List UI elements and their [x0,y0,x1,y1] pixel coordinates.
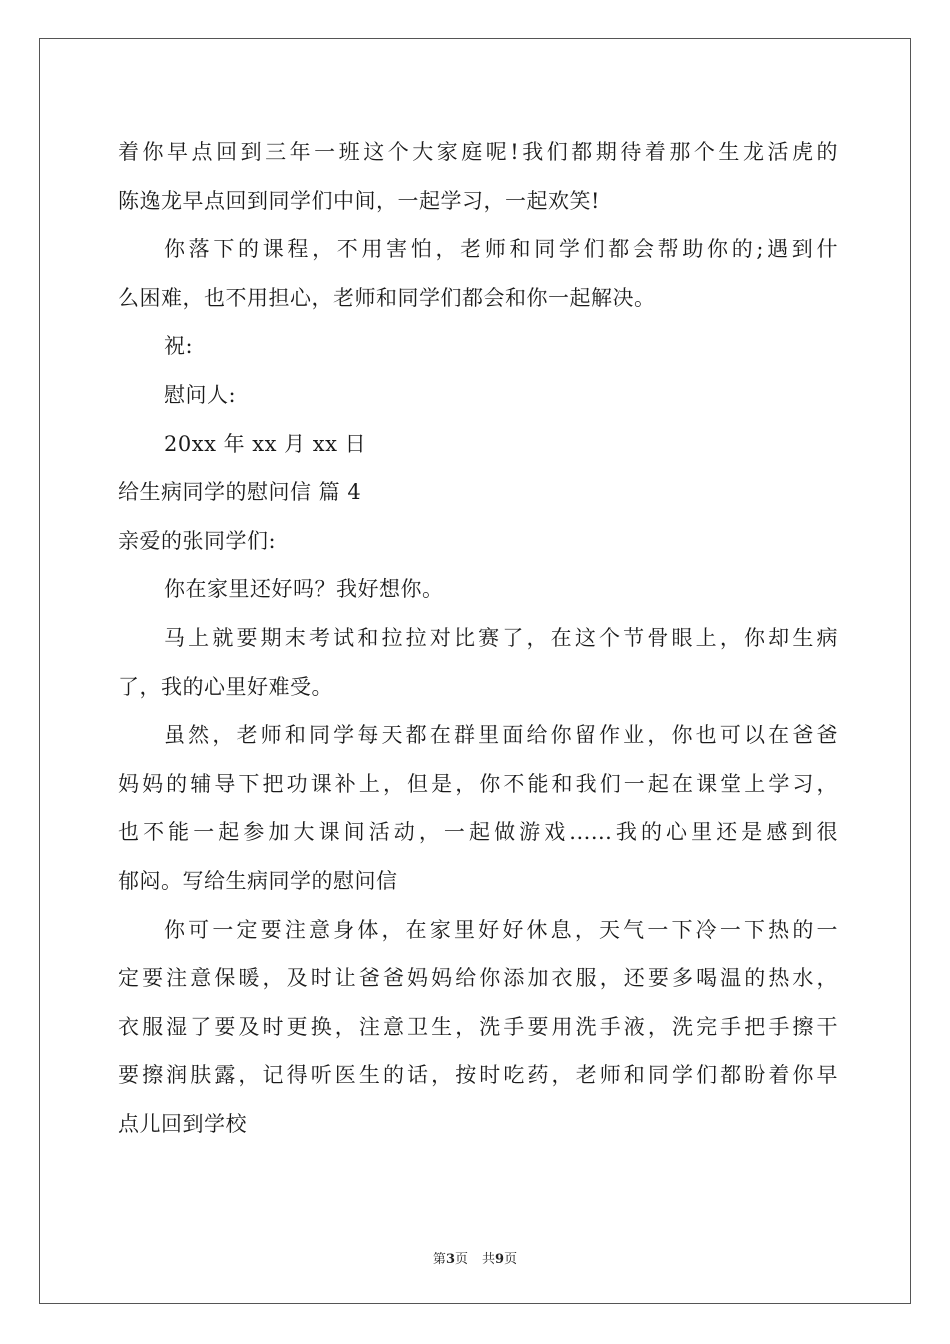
text-line: 亲爱的张同学们: [118,528,277,553]
text-line: 衣服湿了要及时更换，注意卫生，洗手要用洗手液，洗完手把手擦干 [118,1014,838,1039]
document-body [118,128,838,1148]
total-page-count: 9 [495,1252,505,1267]
text-line: 定要注意保暖，及时让爸爸妈妈给你添加衣服，还要多喝温的热水， [118,966,838,991]
text-line: 点儿回到学校 [118,1111,247,1136]
text-line: 郁闷。写给生病同学的慰问信 [118,868,398,893]
text-line: 陈逸龙早点回到同学们中间，一起学习，一起欢笑! [118,188,600,213]
text-line: 也不能一起参加大课间活动，一起做游戏......我的心里还是感到很 [118,820,838,845]
page-footer [0,1248,950,1267]
text-line: 给生病同学的慰问信 篇 4 [118,480,362,505]
text-line: 了，我的心里好难受。 [118,674,333,699]
text-line: 20xx 年 xx 月 xx 日 [164,431,367,456]
total-label-prefix: 共 [482,1252,496,1267]
text-line: 要擦润肤露，记得听医生的话，按时吃药，老师和同学们都盼着你早 [118,1063,838,1088]
text-line: 你在家里还好吗？我好想你。 [164,577,444,602]
text-line: 慰问人: [164,382,237,407]
text-line: 虽然，老师和同学每天都在群里面给你留作业，你也可以在爸爸 [164,723,838,748]
page-label-suffix: 页 [454,1252,468,1267]
text-line: 马上就要期末考试和拉拉对比赛了，在这个节骨眼上，你却生病 [164,625,838,650]
page-label-prefix: 第 [432,1252,446,1267]
text-line: 你可一定要注意身体，在家里好好休息，天气一下冷一下热的一 [164,917,838,942]
total-label-suffix: 页 [504,1252,518,1267]
text-line: 么困难，也不用担心，老师和同学们都会和你一起解决。 [118,285,656,310]
text-line: 祝: [164,334,194,359]
text-line: 着你早点回到三年一班这个大家庭呢!我们都期待着那个生龙活虎的 [118,140,838,164]
text-line: 你落下的课程，不用害怕，老师和同学们都会帮助你的;遇到什 [164,237,838,262]
text-line: 妈妈的辅导下把功课补上，但是，你不能和我们一起在课堂上学习， [118,771,838,796]
current-page-number: 3 [445,1252,455,1267]
